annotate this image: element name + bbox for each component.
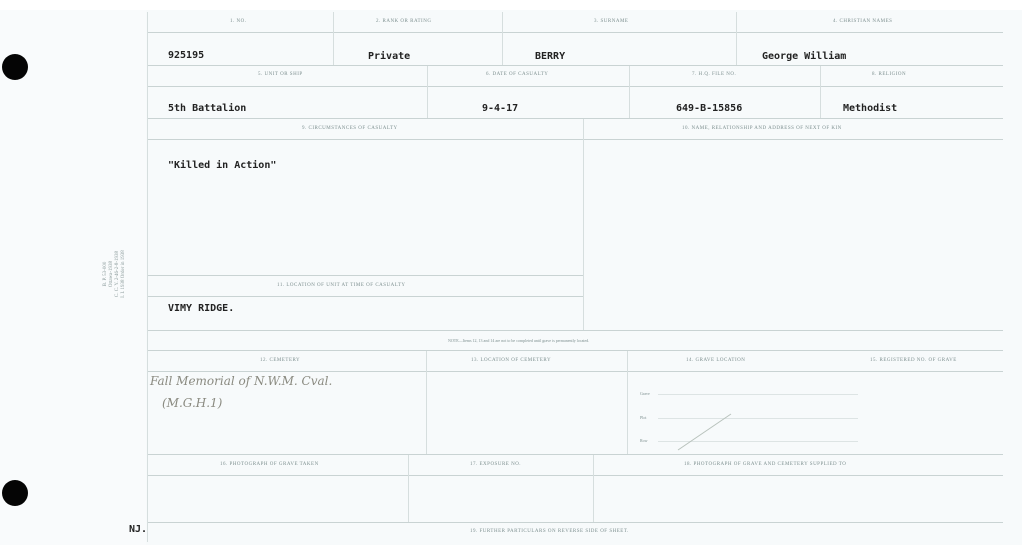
side-print-text [103, 229, 127, 319]
file-no-value: 649-B-15856 [676, 103, 743, 114]
header-further-particulars: 19. FURTHER PARTICULARS ON REVERSE SIDE OF SHEET. [470, 529, 629, 534]
divider [408, 455, 409, 522]
divider [502, 12, 503, 65]
rule [148, 454, 1003, 455]
rule [148, 32, 1003, 33]
punch-hole-top [2, 54, 28, 80]
divider [629, 66, 630, 118]
punch-hole-bottom [2, 480, 28, 506]
header-registered-no: 15. REGISTERED NO. OF GRAVE [870, 358, 957, 363]
header-location-unit: 11. LOCATION OF UNIT AT TIME OF CASUALTY [277, 283, 406, 288]
unit-value: 5th Battalion [168, 103, 247, 114]
rule [148, 350, 1003, 351]
location-unit-value: VIMY RIDGE. [168, 303, 235, 314]
handwritten-note-line1: Fall Memorial of N.W.M. Cval. [150, 374, 333, 388]
divider [426, 351, 427, 454]
header-unit: 5. UNIT OR SHIP [258, 72, 303, 77]
note-text: NOTE—Items 12, 13 and 14 are not to be completed until grave is permanently located. [448, 338, 590, 343]
rule [148, 330, 1003, 331]
rule [148, 296, 583, 297]
rule [148, 522, 1003, 523]
side-print-line: C. C. Y. 2-46-2-8-1938 [115, 250, 120, 298]
rank-value: Private [368, 51, 411, 62]
date-casualty-value: 9-4-17 [482, 103, 519, 114]
divider [427, 66, 428, 118]
rule [148, 118, 1003, 119]
header-christian-names: 4. CHRISTIAN NAMES [833, 19, 893, 24]
header-photo-taken: 16. PHOTOGRAPH OF GRAVE TAKEN [220, 462, 319, 467]
margin-initials: NJ. [129, 524, 148, 535]
header-surname: 3. SURNAME [594, 19, 629, 24]
header-location-cemetery: 13. LOCATION OF CEMETERY [471, 358, 552, 363]
header-next-of-kin: 10. NAME, RELATIONSHIP AND ADDRESS OF NEXT OF KIN [682, 126, 842, 131]
row-label: Row [640, 438, 648, 443]
divider [820, 66, 821, 118]
grave-label: Grave [640, 391, 650, 396]
side-print-line: B. P. 53-000 [103, 261, 108, 287]
header-exposure-no: 17. EXPOSURE NO. [470, 462, 522, 467]
religion-value: Methodist [843, 103, 898, 114]
circumstances-value: "Killed in Action" [168, 160, 277, 171]
rule [148, 475, 1003, 476]
divider [583, 119, 584, 330]
header-grave-location: 14. GRAVE LOCATION [686, 358, 746, 363]
header-photo-supplied: 18. PHOTOGRAPH OF GRAVE AND CEMETERY SUPPLIED TO [684, 462, 847, 467]
rule [148, 86, 1003, 87]
christian-names-value: George William [762, 51, 847, 62]
rule [148, 275, 583, 276]
header-rank: 2. RANK OR RATING [376, 19, 432, 24]
header-religion: 8. RELIGION [872, 72, 907, 77]
header-circumstances: 9. CIRCUMSTANCES OF CASUALTY [302, 126, 398, 131]
rule [148, 371, 1003, 372]
surname-value: BERRY [535, 51, 566, 62]
side-print-line: I. I. 1938 Order in 1938 [121, 250, 126, 298]
rule [148, 139, 1003, 140]
divider [627, 351, 628, 454]
divider [593, 455, 594, 522]
pencil-stroke [676, 410, 736, 452]
header-no: 1. NO. [230, 19, 247, 24]
header-file-no: 7. H.Q. FILE NO. [692, 72, 737, 77]
left-border [147, 12, 148, 542]
service-number: 925195 [168, 50, 205, 61]
rule [148, 65, 1003, 66]
header-date-casualty: 6. DATE OF CASUALTY [486, 72, 549, 77]
divider [736, 12, 737, 65]
plot-label: Plot [640, 415, 647, 420]
handwritten-note-line2: (M.G.H.1) [162, 396, 223, 410]
side-print-line: Ottawa-1938 [109, 260, 114, 288]
header-cemetery: 12. CEMETERY [260, 358, 301, 363]
divider [333, 12, 334, 65]
grave-line [658, 394, 858, 395]
